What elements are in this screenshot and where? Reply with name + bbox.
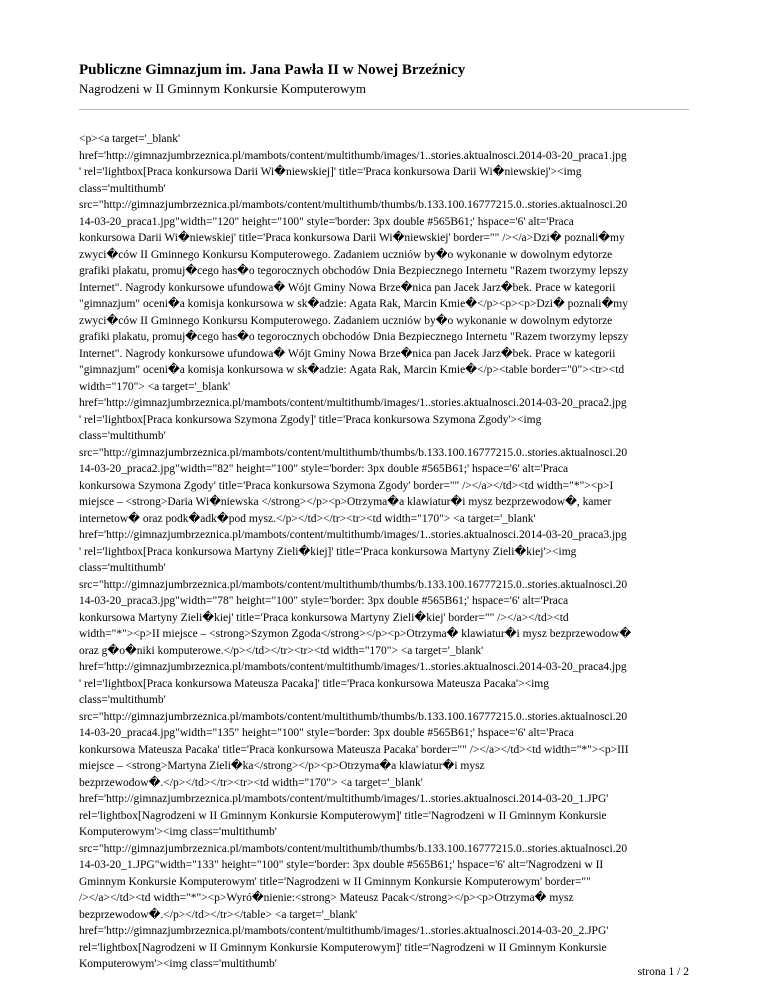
body-line: bezprzewodow�.</p></td></tr></table> <a target='_blank' [79, 908, 358, 921]
body-line: /></a></td><td width="*"><p>Wyró�nienie:<strong> Mateusz Pacak</strong></p><p>Otrzyma� mysz [79, 892, 574, 904]
body-line: grafiki plakatu, promuj�cego has�o tegorocznych obchodów Dnia Bezpiecznego Internetu "Razem tworzymy lepszy [79, 331, 629, 343]
page-title: Publiczne Gimnazjum im. Jana Pawła II w Nowej Brzeźnicy [79, 62, 466, 78]
body-line: ' rel='lightbox[Praca konkursowa Darii Wi�niewskiej]' title='Praca konkursowa Darii Wi�niewskiej'><img [79, 166, 582, 178]
page-subtitle: Nagrodzeni w II Gminnym Konkursie Komputerowym [79, 81, 367, 96]
body-line: class='multithumb' [79, 430, 166, 442]
body-line: konkursowa Szymona Zgody' title='Praca konkursowa Szymona Zgody' border="" /></a></td><td width="*"><p>I [79, 479, 614, 492]
body-line: <p><a target='_blank' [79, 133, 181, 145]
body-line: href='http://gimnazjumbrzeznica.pl/mambots/content/multithumb/images/1..stories.aktualnosci.2014-03-20_praca4.jpg [79, 661, 627, 673]
body-line: href='http://gimnazjumbrzeznica.pl/mambots/content/multithumb/images/1..stories.aktualnosci.2014-03-20_1.JPG' [79, 793, 609, 805]
body-line: konkursowa Mateusza Pacaka' title='Praca konkursowa Mateusza Pacaka' border="" /></a></td><td width="*"><p>III [79, 743, 629, 756]
body-line: zwyci�ców II Gminnego Konkursu Komputerowego. Zadaniem uczniów by�o wykonanie w dowolnym edytorze [79, 248, 613, 261]
body-line: href='http://gimnazjumbrzeznica.pl/mambots/content/multithumb/images/1..stories.aktualnosci.2014-03-20_praca3.jpg [79, 529, 627, 541]
body-line: href='http://gimnazjumbrzeznica.pl/mambots/content/multithumb/images/1..stories.aktualnosci.2014-03-20_praca1.jpg [79, 149, 627, 162]
body-line: grafiki plakatu, promuj�cego has�o tegorocznych obchodów Dnia Bezpiecznego Internetu "Razem tworzymy lepszy [79, 265, 629, 277]
article-body [79, 131, 704, 973]
body-line: class='multithumb' [79, 562, 166, 574]
body-line: rel='lightbox[Nagrodzeni w II Gminnym Konkursie Komputerowym]' title='Nagrodzeni w II Gminnym Konkursie [79, 941, 607, 954]
body-line: ' rel='lightbox[Praca konkursowa Szymona Zgody]' title='Praca konkursowa Szymona Zgody'><img [79, 413, 542, 426]
body-line: src="http://gimnazjumbrzeznica.pl/mambots/content/multithumb/thumbs/b.133.100.16777215.0..stories.aktualnosci.20 [79, 199, 628, 211]
body-line: "gimnazjum" oceni�a komisja konkursowa w sk�adzie: Agata Rak, Marcin Kmie�</p><p><p>Dzi� poznali�my [79, 298, 628, 310]
body-line: Internet". Nagrody konkursowe ufundowa� Wójt Gminy Nowa Brze�nica pan Jacek Jarz�bek. Prace w kategorii [79, 347, 616, 360]
body-line: internetow� oraz podk�adk�pod mysz.</p></td></tr><tr><td width="170"> <a target='_blank' [79, 512, 536, 525]
header-divider [79, 109, 689, 110]
body-line: Komputerowym'><img class='multithumb' [79, 826, 277, 838]
body-line: class='multithumb' [79, 182, 166, 195]
body-line: rel='lightbox[Nagrodzeni w II Gminnym Konkursie Komputerowym]' title='Nagrodzeni w II Gminnym Konkursie [79, 809, 607, 822]
body-line: src="http://gimnazjumbrzeznica.pl/mambots/content/multithumb/thumbs/b.133.100.16777215.0..stories.aktualnosci.20 [79, 842, 628, 855]
page-number: strona 1 / 2 [637, 966, 689, 978]
body-line: oraz g�o�niki komputerowe.</p></td></tr><tr><td width="170"> <a target='_blank' [79, 644, 484, 657]
body-line: href='http://gimnazjumbrzeznica.pl/mambots/content/multithumb/images/1..stories.aktualnosci.2014-03-20_2.JPG' [79, 925, 609, 937]
body-line: miejsce – <strong>Daria Wi�niewska </strong></p><p>Otrzyma�a klawiatur�i mysz bezprzewodow�, kamer [79, 496, 612, 508]
body-line: width="170"> <a target='_blank' [79, 380, 231, 393]
body-line: Internet". Nagrody konkursowe ufundowa� Wójt Gminy Nowa Brze�nica pan Jacek Jarz�bek. Prace w kategorii [79, 281, 616, 294]
body-line: class='multithumb' [79, 694, 166, 706]
body-line: bezprzewodow�.</p></td></tr><tr><td width="170"> <a target='_blank' [79, 776, 423, 789]
body-line: src="http://gimnazjumbrzeznica.pl/mambots/content/multithumb/thumbs/b.133.100.16777215.0..stories.aktualnosci.20 [79, 578, 628, 591]
body-line: "gimnazjum" oceni�a komisja konkursowa w sk�adzie: Agata Rak, Marcin Kmie�</p><table border="0"><tr><td [79, 364, 625, 376]
body-line: ' rel='lightbox[Praca konkursowa Martyny Zieli�kiej]' title='Praca konkursowa Martyny Zieli�kiej'><img [79, 545, 577, 558]
body-line: miejsce – <strong>Martyna Zieli�ka</strong></p><p>Otrzyma�a klawiatur�i mysz [79, 760, 485, 772]
body-line: 14-03-20_praca4.jpg"width="135" height="100" style='border: 3px double #565B61;' hspace='6' alt='Praca [79, 727, 574, 739]
body-line: Gminnym Konkursie Komputerowym' title='Nagrodzeni w II Gminnym Konkursie Komputerowym' border="" [79, 875, 591, 888]
body-line: 14-03-20_praca2.jpg"width="82" height="100" style='border: 3px double #565B61;' hspace='6' alt='Praca [79, 463, 569, 475]
body-line: ' rel='lightbox[Praca konkursowa Mateusza Pacaka]' title='Praca konkursowa Mateusza Pacaka'><img [79, 677, 549, 690]
body-line: zwyci�ców II Gminnego Konkursu Komputerowego. Zadaniem uczniów by�o wykonanie w dowolnym edytorze [79, 314, 613, 327]
document-header [79, 61, 699, 97]
body-line: konkursowa Martyny Zieli�kiej' title='Praca konkursowa Martyny Zieli�kiej' border="" /></a></td><td [79, 611, 569, 624]
body-line: konkursowa Darii Wi�niewskiej' title='Praca konkursowa Darii Wi�niewskiej' border="" /></a>Dzi� poznali�my [79, 232, 625, 244]
body-line: 14-03-20_praca3.jpg"width="78" height="100" style='border: 3px double #565B61;' hspace='6' alt='Praca [79, 595, 569, 607]
body-line: href='http://gimnazjumbrzeznica.pl/mambots/content/multithumb/images/1..stories.aktualnosci.2014-03-20_praca2.jpg [79, 397, 627, 409]
body-line: 14-03-20_1.JPG"width="133" height="100" style='border: 3px double #565B61;' hspace='6' alt='Nagrodzeni w II [79, 859, 604, 871]
body-line: width="*"><p>II miejsce – <strong>Szymon Zgoda</strong></p><p>Otrzyma� klawiatur�i mysz bezprzewodow� [79, 628, 632, 640]
body-line: 14-03-20_praca1.jpg"width="120" height="100" style='border: 3px double #565B61;' hspace='6' alt='Praca [79, 215, 574, 228]
body-line: src="http://gimnazjumbrzeznica.pl/mambots/content/multithumb/thumbs/b.133.100.16777215.0..stories.aktualnosci.20 [79, 710, 628, 723]
body-line: src="http://gimnazjumbrzeznica.pl/mambots/content/multithumb/thumbs/b.133.100.16777215.0..stories.aktualnosci.20 [79, 446, 628, 459]
body-line: Komputerowym'><img class='multithumb' [79, 958, 277, 970]
